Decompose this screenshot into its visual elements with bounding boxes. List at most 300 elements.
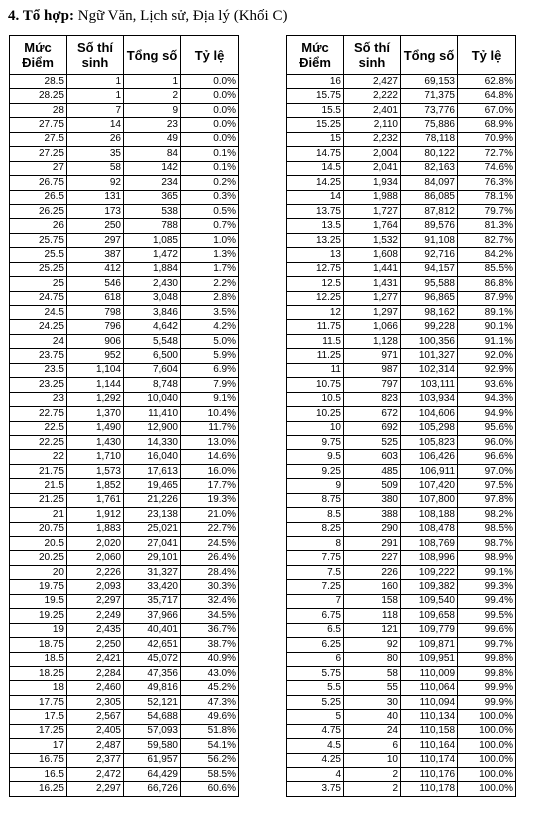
cell-ratio: 67.0%	[458, 103, 516, 117]
cell-total: 538	[124, 204, 181, 218]
cell-ratio: 95.6%	[458, 421, 516, 435]
cell-total: 107,800	[401, 493, 458, 507]
cell-total: 49	[124, 132, 181, 146]
cell-candidates: 2,060	[67, 551, 124, 565]
cell-ratio: 22.7%	[181, 522, 239, 536]
table-row	[10, 609, 239, 623]
cell-score: 17	[10, 739, 67, 753]
cell-score: 18.25	[10, 666, 67, 680]
cell-total: 107,420	[401, 479, 458, 493]
cell-candidates: 1,608	[344, 248, 401, 262]
cell-candidates: 14	[67, 118, 124, 132]
cell-candidates: 387	[67, 248, 124, 262]
cell-candidates: 1,934	[344, 176, 401, 190]
cell-ratio: 0.2%	[181, 176, 239, 190]
cell-candidates: 1,912	[67, 508, 124, 522]
cell-ratio: 13.0%	[181, 435, 239, 449]
cell-ratio: 2.2%	[181, 277, 239, 291]
table-row	[10, 262, 239, 276]
cell-candidates: 412	[67, 262, 124, 276]
cell-candidates: 250	[67, 219, 124, 233]
cell-total: 16,040	[124, 450, 181, 464]
table-row	[287, 537, 516, 551]
table-row	[287, 378, 516, 392]
cell-total: 31,327	[124, 565, 181, 579]
cell-score: 8.5	[287, 508, 344, 522]
table-row	[287, 262, 516, 276]
cell-score: 23.5	[10, 363, 67, 377]
section-title	[8, 6, 287, 26]
table-row	[10, 493, 239, 507]
cell-score: 27.5	[10, 132, 67, 146]
cell-candidates: 2	[344, 782, 401, 796]
cell-score: 5.25	[287, 695, 344, 709]
cell-ratio: 19.3%	[181, 493, 239, 507]
cell-ratio: 68.9%	[458, 118, 516, 132]
cell-candidates: 952	[67, 349, 124, 363]
cell-score: 18.5	[10, 652, 67, 666]
cell-candidates: 380	[344, 493, 401, 507]
cell-ratio: 1.0%	[181, 233, 239, 247]
cell-score: 9	[287, 479, 344, 493]
cell-total: 89,576	[401, 219, 458, 233]
cell-score: 6.25	[287, 638, 344, 652]
cell-score: 26	[10, 219, 67, 233]
cell-score: 27	[10, 161, 67, 175]
cell-candidates: 2,401	[344, 103, 401, 117]
table-row	[287, 695, 516, 709]
table-row	[287, 89, 516, 103]
cell-score: 9.5	[287, 450, 344, 464]
table-row	[10, 565, 239, 579]
cell-score: 4.25	[287, 753, 344, 767]
cell-ratio: 70.9%	[458, 132, 516, 146]
cell-total: 109,658	[401, 609, 458, 623]
cell-ratio: 0.0%	[181, 118, 239, 132]
cell-ratio: 99.5%	[458, 609, 516, 623]
cell-ratio: 9.1%	[181, 392, 239, 406]
cell-ratio: 97.0%	[458, 464, 516, 478]
col-header-ratio: Tỷ lệ	[181, 36, 239, 75]
table-row	[287, 132, 516, 146]
cell-total: 84,097	[401, 176, 458, 190]
cell-score: 23.25	[10, 378, 67, 392]
cell-total: 8,748	[124, 378, 181, 392]
cell-candidates: 1,430	[67, 435, 124, 449]
table-row	[10, 103, 239, 117]
cell-candidates: 1,370	[67, 407, 124, 421]
cell-total: 37,966	[124, 609, 181, 623]
table-row	[10, 248, 239, 262]
cell-score: 14.25	[287, 176, 344, 190]
table-row	[287, 320, 516, 334]
cell-total: 142	[124, 161, 181, 175]
cell-total: 102,314	[401, 363, 458, 377]
table-row	[10, 378, 239, 392]
cell-candidates: 1,431	[344, 277, 401, 291]
cell-candidates: 2,020	[67, 537, 124, 551]
cell-total: 12,900	[124, 421, 181, 435]
cell-candidates: 121	[344, 623, 401, 637]
table-row	[287, 594, 516, 608]
cell-score: 4	[287, 768, 344, 782]
table-row	[287, 435, 516, 449]
cell-ratio: 40.9%	[181, 652, 239, 666]
cell-ratio: 5.0%	[181, 334, 239, 348]
table-row	[10, 421, 239, 435]
cell-score: 17.5	[10, 710, 67, 724]
cell-ratio: 100.0%	[458, 724, 516, 738]
col-header-total: Tổng số	[401, 36, 458, 75]
cell-total: 110,064	[401, 681, 458, 695]
cell-score: 11.75	[287, 320, 344, 334]
table-row	[287, 306, 516, 320]
cell-ratio: 0.1%	[181, 147, 239, 161]
cell-candidates: 2,487	[67, 739, 124, 753]
score-table-right	[286, 35, 516, 797]
cell-ratio: 93.6%	[458, 378, 516, 392]
cell-candidates: 1,761	[67, 493, 124, 507]
cell-score: 22.75	[10, 407, 67, 421]
cell-ratio: 89.1%	[458, 306, 516, 320]
cell-total: 110,009	[401, 666, 458, 680]
cell-total: 21,226	[124, 493, 181, 507]
cell-candidates: 2,250	[67, 638, 124, 652]
table-row	[287, 652, 516, 666]
cell-score: 19	[10, 623, 67, 637]
table-row	[287, 277, 516, 291]
cell-score: 25.25	[10, 262, 67, 276]
table-row	[287, 551, 516, 565]
cell-total: 59,580	[124, 739, 181, 753]
table-row	[10, 392, 239, 406]
table-body-right	[287, 75, 516, 797]
cell-candidates: 1,292	[67, 392, 124, 406]
cell-score: 19.5	[10, 594, 67, 608]
cell-total: 110,178	[401, 782, 458, 796]
table-row	[10, 580, 239, 594]
cell-total: 98,162	[401, 306, 458, 320]
cell-ratio: 47.3%	[181, 695, 239, 709]
cell-total: 9	[124, 103, 181, 117]
cell-total: 27,041	[124, 537, 181, 551]
table-header-row	[287, 36, 516, 75]
cell-total: 105,298	[401, 421, 458, 435]
cell-total: 82,163	[401, 161, 458, 175]
table-row	[10, 132, 239, 146]
cell-score: 28.5	[10, 75, 67, 89]
cell-total: 101,327	[401, 349, 458, 363]
cell-candidates: 1	[67, 75, 124, 89]
cell-total: 57,093	[124, 724, 181, 738]
cell-ratio: 16.0%	[181, 464, 239, 478]
cell-ratio: 1.3%	[181, 248, 239, 262]
table-row	[10, 652, 239, 666]
cell-score: 24.5	[10, 306, 67, 320]
cell-ratio: 38.7%	[181, 638, 239, 652]
cell-ratio: 36.7%	[181, 623, 239, 637]
cell-candidates: 297	[67, 233, 124, 247]
cell-score: 8.75	[287, 493, 344, 507]
cell-ratio: 14.6%	[181, 450, 239, 464]
table-row	[10, 681, 239, 695]
cell-ratio: 99.8%	[458, 666, 516, 680]
table-row	[287, 479, 516, 493]
cell-score: 18.75	[10, 638, 67, 652]
cell-ratio: 94.9%	[458, 407, 516, 421]
cell-candidates: 1,710	[67, 450, 124, 464]
cell-score: 7.5	[287, 565, 344, 579]
cell-ratio: 99.7%	[458, 638, 516, 652]
cell-score: 15	[287, 132, 344, 146]
table-row	[287, 609, 516, 623]
cell-score: 10	[287, 421, 344, 435]
table-row	[10, 753, 239, 767]
cell-ratio: 98.2%	[458, 508, 516, 522]
table-row	[287, 334, 516, 348]
table-row	[287, 103, 516, 117]
table-row	[10, 363, 239, 377]
cell-candidates: 1,066	[344, 320, 401, 334]
cell-total: 110,174	[401, 753, 458, 767]
table-row	[10, 219, 239, 233]
cell-score: 16.75	[10, 753, 67, 767]
table-row	[287, 464, 516, 478]
cell-candidates: 55	[344, 681, 401, 695]
cell-total: 23	[124, 118, 181, 132]
cell-total: 110,176	[401, 768, 458, 782]
cell-candidates: 388	[344, 508, 401, 522]
table-row	[287, 753, 516, 767]
table-row	[287, 623, 516, 637]
cell-candidates: 58	[67, 161, 124, 175]
cell-total: 29,101	[124, 551, 181, 565]
cell-score: 4.75	[287, 724, 344, 738]
cell-score: 21.5	[10, 479, 67, 493]
table-row	[287, 176, 516, 190]
cell-total: 80,122	[401, 147, 458, 161]
cell-ratio: 97.5%	[458, 479, 516, 493]
table-row	[10, 407, 239, 421]
table-row	[10, 695, 239, 709]
cell-candidates: 2,249	[67, 609, 124, 623]
cell-candidates: 131	[67, 190, 124, 204]
cell-score: 14.75	[287, 147, 344, 161]
cell-candidates: 2,110	[344, 118, 401, 132]
cell-ratio: 81.3%	[458, 219, 516, 233]
cell-candidates: 92	[344, 638, 401, 652]
cell-ratio: 100.0%	[458, 710, 516, 724]
table-row	[10, 349, 239, 363]
cell-total: 66,726	[124, 782, 181, 796]
cell-candidates: 24	[344, 724, 401, 738]
cell-ratio: 28.4%	[181, 565, 239, 579]
col-header-score: Mức Điểm	[10, 36, 67, 75]
cell-score: 16	[287, 75, 344, 89]
cell-candidates: 672	[344, 407, 401, 421]
cell-score: 22.25	[10, 435, 67, 449]
cell-total: 109,222	[401, 565, 458, 579]
cell-score: 28.25	[10, 89, 67, 103]
cell-candidates: 971	[344, 349, 401, 363]
cell-candidates: 906	[67, 334, 124, 348]
table-row	[10, 320, 239, 334]
cell-ratio: 100.0%	[458, 753, 516, 767]
cell-score: 23	[10, 392, 67, 406]
cell-candidates: 2,421	[67, 652, 124, 666]
cell-ratio: 99.6%	[458, 623, 516, 637]
cell-candidates: 692	[344, 421, 401, 435]
cell-score: 7.75	[287, 551, 344, 565]
cell-total: 109,871	[401, 638, 458, 652]
cell-ratio: 99.3%	[458, 580, 516, 594]
cell-candidates: 823	[344, 392, 401, 406]
table-row	[10, 306, 239, 320]
cell-ratio: 100.0%	[458, 782, 516, 796]
cell-total: 52,121	[124, 695, 181, 709]
cell-ratio: 4.2%	[181, 320, 239, 334]
cell-score: 22	[10, 450, 67, 464]
table-row	[287, 219, 516, 233]
cell-candidates: 2,405	[67, 724, 124, 738]
cell-ratio: 100.0%	[458, 739, 516, 753]
cell-candidates: 1,764	[344, 219, 401, 233]
cell-candidates: 291	[344, 537, 401, 551]
table-row	[10, 190, 239, 204]
cell-total: 109,382	[401, 580, 458, 594]
cell-score: 3.75	[287, 782, 344, 796]
cell-total: 10,040	[124, 392, 181, 406]
cell-candidates: 2,377	[67, 753, 124, 767]
table-row	[287, 190, 516, 204]
cell-score: 14.5	[287, 161, 344, 175]
table-row	[10, 551, 239, 565]
cell-total: 106,426	[401, 450, 458, 464]
cell-candidates: 509	[344, 479, 401, 493]
cell-candidates: 2,284	[67, 666, 124, 680]
cell-ratio: 100.0%	[458, 768, 516, 782]
cell-candidates: 2,297	[67, 594, 124, 608]
col-header-candidates: Số thí sinh	[67, 36, 124, 75]
cell-total: 91,108	[401, 233, 458, 247]
table-row	[287, 291, 516, 305]
table-row	[287, 147, 516, 161]
cell-total: 110,094	[401, 695, 458, 709]
cell-total: 61,957	[124, 753, 181, 767]
cell-candidates: 173	[67, 204, 124, 218]
cell-score: 17.75	[10, 695, 67, 709]
table-row	[10, 724, 239, 738]
table-row	[287, 248, 516, 262]
cell-ratio: 87.9%	[458, 291, 516, 305]
cell-score: 23.75	[10, 349, 67, 363]
cell-candidates: 92	[67, 176, 124, 190]
cell-candidates: 30	[344, 695, 401, 709]
cell-candidates: 796	[67, 320, 124, 334]
col-header-candidates: Số thí sinh	[344, 36, 401, 75]
cell-total: 96,865	[401, 291, 458, 305]
table-row	[10, 435, 239, 449]
cell-total: 86,085	[401, 190, 458, 204]
cell-total: 6,500	[124, 349, 181, 363]
cell-candidates: 10	[344, 753, 401, 767]
cell-score: 27.25	[10, 147, 67, 161]
cell-ratio: 96.0%	[458, 435, 516, 449]
cell-candidates: 7	[67, 103, 124, 117]
cell-candidates: 6	[344, 739, 401, 753]
cell-total: 103,934	[401, 392, 458, 406]
cell-candidates: 485	[344, 464, 401, 478]
cell-total: 1,884	[124, 262, 181, 276]
cell-score: 19.75	[10, 580, 67, 594]
cell-ratio: 60.6%	[181, 782, 239, 796]
cell-total: 75,886	[401, 118, 458, 132]
cell-ratio: 79.7%	[458, 204, 516, 218]
cell-ratio: 0.0%	[181, 89, 239, 103]
cell-score: 24	[10, 334, 67, 348]
cell-score: 20.75	[10, 522, 67, 536]
cell-score: 11.5	[287, 334, 344, 348]
cell-score: 4.5	[287, 739, 344, 753]
cell-candidates: 2,472	[67, 768, 124, 782]
cell-score: 15.5	[287, 103, 344, 117]
cell-score: 13.5	[287, 219, 344, 233]
cell-score: 20	[10, 565, 67, 579]
cell-score: 13	[287, 248, 344, 262]
cell-candidates: 1	[67, 89, 124, 103]
cell-total: 103,111	[401, 378, 458, 392]
table-row	[10, 147, 239, 161]
cell-total: 108,996	[401, 551, 458, 565]
cell-total: 94,157	[401, 262, 458, 276]
cell-score: 8	[287, 537, 344, 551]
cell-score: 14	[287, 190, 344, 204]
table-row	[10, 594, 239, 608]
cell-total: 54,688	[124, 710, 181, 724]
cell-total: 5,548	[124, 334, 181, 348]
cell-score: 6	[287, 652, 344, 666]
cell-ratio: 76.3%	[458, 176, 516, 190]
cell-score: 10.75	[287, 378, 344, 392]
cell-score: 25	[10, 277, 67, 291]
cell-score: 10.25	[287, 407, 344, 421]
cell-candidates: 1,297	[344, 306, 401, 320]
cell-candidates: 546	[67, 277, 124, 291]
cell-ratio: 98.7%	[458, 537, 516, 551]
cell-candidates: 118	[344, 609, 401, 623]
cell-ratio: 17.7%	[181, 479, 239, 493]
table-header-row	[10, 36, 239, 75]
cell-candidates: 2,427	[344, 75, 401, 89]
cell-total: 108,478	[401, 522, 458, 536]
cell-total: 109,779	[401, 623, 458, 637]
table-row	[287, 392, 516, 406]
cell-score: 16.25	[10, 782, 67, 796]
cell-score: 17.25	[10, 724, 67, 738]
cell-total: 4,642	[124, 320, 181, 334]
table-row	[287, 724, 516, 738]
cell-ratio: 62.8%	[458, 75, 516, 89]
cell-ratio: 94.3%	[458, 392, 516, 406]
cell-ratio: 98.5%	[458, 522, 516, 536]
cell-candidates: 2,567	[67, 710, 124, 724]
cell-ratio: 99.8%	[458, 652, 516, 666]
cell-ratio: 3.5%	[181, 306, 239, 320]
cell-total: 78,118	[401, 132, 458, 146]
cell-score: 12.25	[287, 291, 344, 305]
cell-candidates: 797	[344, 378, 401, 392]
section-title-prefix: 4. Tổ hợp:	[8, 8, 74, 24]
